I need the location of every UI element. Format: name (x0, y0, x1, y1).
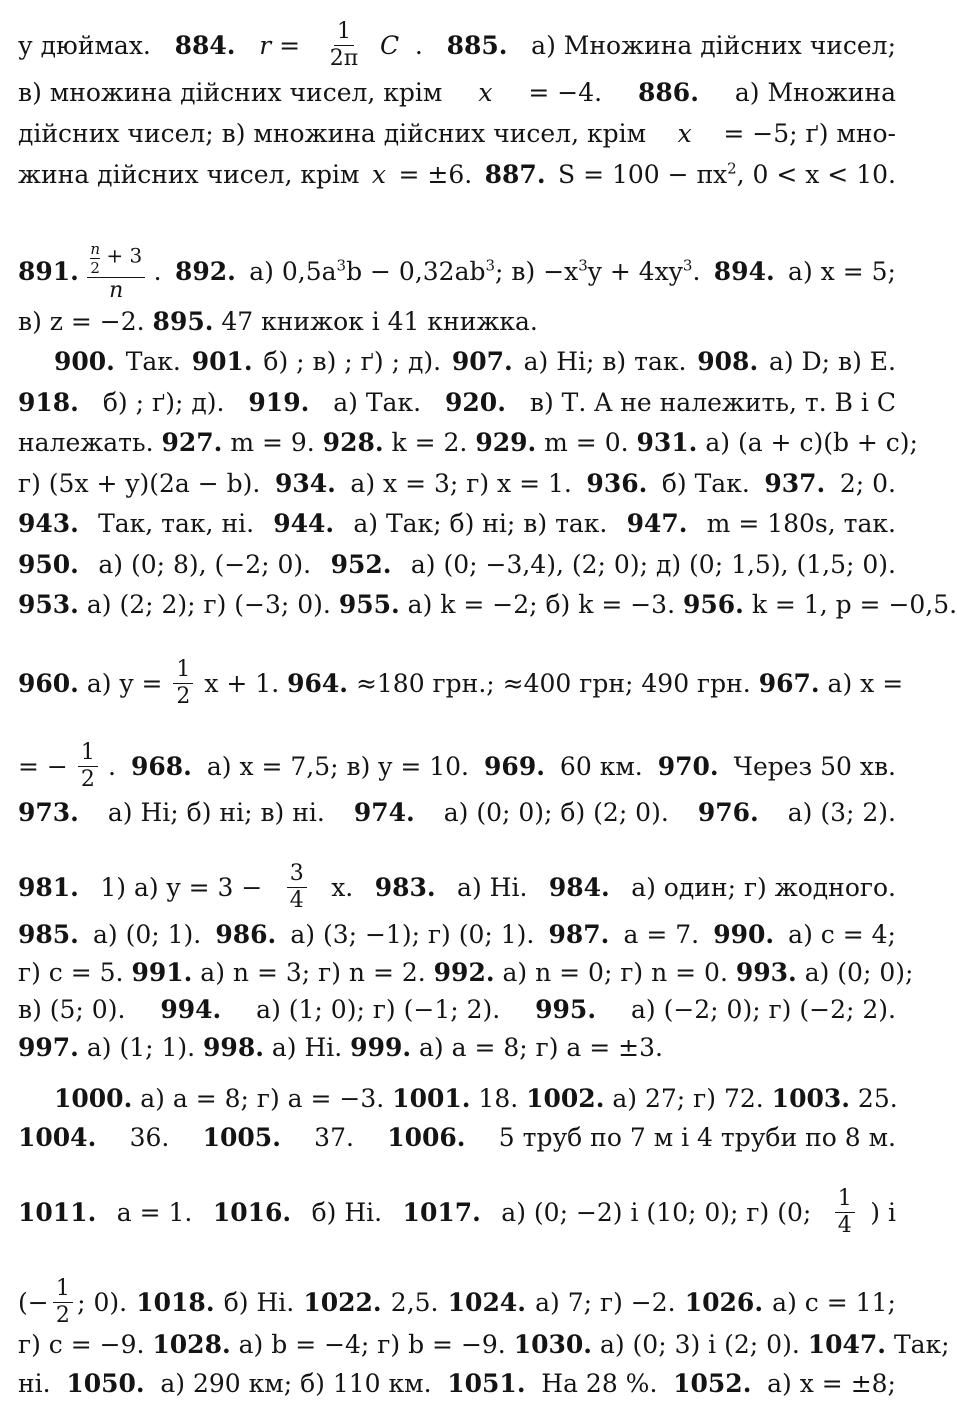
text-segment: в) z = −2. (18, 307, 153, 336)
answer-number: 953. (18, 590, 79, 619)
text-segment: а) Ні. (263, 1033, 351, 1062)
fraction (87, 240, 145, 304)
text-segment: б) Ні. (303, 1197, 391, 1227)
text-segment: а) (2; 2); г) (−3; 0). (78, 590, 339, 619)
text-segment: г) (5x + y)(2a − b). (18, 469, 269, 498)
text-segment: а) (0; 1). (85, 920, 210, 949)
answer-number: 960. (18, 668, 79, 698)
text-segment: а) (1; 1). (78, 1033, 204, 1062)
answer-number: 997. (18, 1033, 79, 1062)
text-line (18, 1276, 896, 1329)
fraction (327, 19, 361, 72)
text-segment: а) (0; 0); б) (2; 0). (435, 798, 677, 827)
text-segment: а) 7; г) −2. (527, 1287, 684, 1317)
answer-number: 1017. (402, 1197, 481, 1227)
answer-number: 937. (764, 469, 826, 498)
answer-number: 936. (586, 469, 648, 498)
text-line (18, 76, 896, 110)
text-segment: k = 1, p = −0,5. (743, 590, 957, 619)
text-segment: а) (0; 8), (−2; 0). (90, 550, 320, 579)
text-line (18, 1186, 896, 1239)
text-segment: 25. (849, 1084, 898, 1113)
text-line (18, 1328, 950, 1362)
text-segment: а) (0; 0); (796, 958, 914, 987)
answer-number: 947. (626, 509, 688, 538)
text-segment: а) Ні; в) так. (515, 347, 695, 376)
text-segment: а) n = 0; г) n = 0. (494, 958, 736, 987)
text-segment: Через 50 хв. (725, 751, 896, 781)
text-segment: а) (0; −3,4), (2; 0); д) (0; 1,5), (1,5; 0). (402, 550, 896, 579)
answer-number: 955. (338, 590, 400, 619)
text-segment: 2; 0. (831, 469, 896, 498)
text-segment: 36. (121, 1123, 178, 1152)
fraction-numerator: $\frac{n}{2}$ + 3 (87, 240, 145, 278)
text-line (18, 918, 896, 952)
answer-number: 969. (484, 751, 545, 781)
text-line (18, 861, 896, 914)
text-line (18, 993, 896, 1027)
answer-number: 956. (682, 590, 744, 619)
text-segment: а) a = 8; г) a = ±3. (411, 1033, 663, 1062)
answer-number: 984. (548, 872, 610, 902)
text-line (18, 1031, 896, 1065)
text-segment: k = 2. (383, 428, 476, 457)
text-segment: в) (5; 0). (18, 995, 134, 1024)
text-line (18, 240, 896, 304)
answer-number: 885. (446, 30, 508, 60)
text-segment: $S = 100 - \pi x^2$, 0 < x < 10. (550, 159, 896, 189)
fraction (53, 1276, 73, 1329)
text-segment: б) ; в) ; ґ) ; д). (255, 347, 449, 376)
answer-number: 927. (161, 428, 223, 457)
text-segment: а) a = 8; г) a = −3. (132, 1084, 393, 1113)
answer-number: 1004. (18, 1123, 97, 1152)
text-segment: а) Так. (325, 388, 429, 417)
text-segment: а) x = (819, 668, 904, 698)
text-segment: . (414, 30, 431, 60)
answer-number: 998. (203, 1033, 264, 1062)
answer-number: 992. (433, 958, 495, 987)
answer-number: 900. (54, 347, 115, 376)
answer-number: 928. (322, 428, 384, 457)
answer-number: 1002. (526, 1084, 605, 1113)
answer-number: 1000. (54, 1084, 133, 1113)
answer-number: 920. (445, 388, 506, 417)
text-segment: а) c = 4; (780, 920, 896, 949)
answer-number: 995. (535, 995, 597, 1024)
fraction-numerator: 1 (53, 1276, 73, 1303)
text-segment: а) x = 5; (780, 257, 896, 286)
text-segment: На 28 %. (533, 1369, 666, 1398)
text-line (18, 507, 896, 541)
text-segment: а) один; г) жодного. (623, 872, 896, 902)
text-line (18, 1367, 896, 1401)
text-segment: г) c = 5. (18, 958, 132, 987)
text-segment: 18. (470, 1084, 527, 1113)
answer-number: 907. (451, 347, 513, 376)
text-segment: а) $0,5a^3b - 0,32ab^3$; $в) -x^3y + 4xy^3$. (241, 256, 709, 286)
text-segment: а) 290 км; б) 110 км. (152, 1369, 440, 1398)
text-segment: а) Ні; б) ні; в) ні. (99, 798, 333, 827)
text-segment: ; 0). (77, 1287, 136, 1317)
answer-number: 973. (18, 798, 79, 827)
text-segment: а) (0; −2) і (10; 0); г) (0; (493, 1197, 820, 1227)
text-segment: x (677, 119, 692, 148)
text-segment: а) D; в) E. (761, 347, 896, 376)
text-segment: x. (323, 872, 362, 902)
text-line (18, 588, 957, 622)
text-segment: ≈180 грн.; ≈400 грн; 490 грн. (348, 668, 759, 698)
text-segment: (− (18, 1287, 49, 1317)
answer-number: 1026. (684, 1287, 764, 1317)
text-segment: x (478, 78, 493, 107)
text-segment: ) і (870, 1197, 896, 1227)
answer-number: 1005. (202, 1123, 281, 1152)
text-segment: . (107, 751, 124, 781)
answer-number: 970. (657, 751, 719, 781)
fraction (173, 657, 193, 710)
text-line (18, 1121, 896, 1155)
text-segment: а) Так; б) ні; в) так. (345, 509, 616, 538)
fraction-numerator: 1 (835, 1186, 855, 1213)
answer-number: 1016. (212, 1197, 292, 1227)
text-line (18, 19, 896, 72)
text-segment: жина дійсних чисел, крім (18, 160, 368, 189)
text-line (18, 1082, 896, 1116)
fraction-numerator: 1 (78, 740, 98, 767)
text-segment: 37. (306, 1123, 362, 1152)
answer-number: 929. (475, 428, 537, 457)
answer-number: 891. (18, 257, 79, 286)
answer-number: 1024. (447, 1287, 526, 1317)
text-segment: а) (−2; 0); г) (−2; 2). (623, 995, 896, 1024)
text-segment: m = 0. (536, 428, 637, 457)
text-segment: а) x = ±8; (759, 1369, 896, 1398)
answer-number: 934. (274, 469, 336, 498)
answer-number: 884. (174, 30, 236, 60)
text-segment: r = (251, 30, 308, 60)
answer-number: 967. (758, 668, 820, 698)
text-segment: ні. (18, 1369, 59, 1398)
text-segment: у дюймах. (18, 30, 159, 60)
answer-number: 1052. (673, 1369, 752, 1398)
text-segment: 5 труб по 7 м і 4 труби по 8 м. (490, 1123, 896, 1152)
text-segment: m = 9. (222, 428, 323, 457)
fraction-denominator: 2π (329, 46, 359, 71)
text-segment: в) множина дійсних чисел, крім (18, 78, 451, 107)
fraction-denominator: n (109, 278, 124, 303)
answer-number: 987. (548, 920, 610, 949)
answer-number: 919. (248, 388, 310, 417)
text-line (18, 956, 914, 990)
answer-number: 999. (350, 1033, 412, 1062)
text-line (18, 386, 896, 420)
text-segment: m = 180s, так. (698, 509, 896, 538)
answer-number: 986. (215, 920, 277, 949)
text-segment: а) Множина (726, 78, 896, 107)
text-segment: = − (18, 751, 68, 781)
text-line (18, 548, 896, 582)
text-segment: = −5; ґ) мно- (715, 119, 896, 148)
answer-number: 952. (330, 550, 392, 579)
fraction-denominator: 2 (176, 684, 191, 709)
answer-number: 892. (174, 257, 236, 286)
text-segment: а) n = 3; г) n = 2. (192, 958, 434, 987)
answer-number: 895. (152, 307, 214, 336)
text-segment: б) Ні. (215, 1287, 303, 1317)
answer-number: 1051. (447, 1369, 526, 1398)
text-segment: = −4. (520, 78, 611, 107)
text-segment: а) x = 7,5; в) y = 10. (198, 751, 477, 781)
answer-number: 981. (18, 872, 79, 902)
text-segment: а) (3; 2). (779, 798, 896, 827)
answer-number: 950. (18, 550, 79, 579)
answer-number: 976. (697, 798, 759, 827)
text-segment: а) (a + c)(b + c); (697, 428, 918, 457)
fraction (835, 1186, 855, 1239)
fraction-denominator: 4 (837, 1213, 852, 1238)
text-line (18, 158, 896, 192)
text-line (18, 305, 896, 339)
answer-number: 1028. (152, 1330, 231, 1359)
text-segment: а) (1; 0); г) (−1; 2). (248, 995, 509, 1024)
text-segment: a = 7. (615, 920, 708, 949)
answer-number: 1001. (392, 1084, 471, 1113)
text-segment: б) ; ґ); д). (94, 388, 233, 417)
answer-number: 1047. (807, 1330, 887, 1359)
answer-number: 964. (287, 668, 348, 698)
answer-number: 887. (484, 160, 546, 189)
answer-number: 994. (160, 995, 222, 1024)
text-segment: а) Множина дійсних чисел; (523, 30, 896, 60)
fraction-numerator: 1 (334, 19, 354, 46)
text-segment: 60 км. (551, 751, 651, 781)
text-line (18, 467, 896, 501)
answer-number: 1018. (136, 1287, 215, 1317)
answer-number: 990. (713, 920, 775, 949)
answer-number: 1003. (771, 1084, 850, 1113)
text-line (18, 657, 904, 710)
answers-page (18, 0, 957, 1404)
answer-number: 908. (697, 347, 759, 376)
answer-number: 991. (131, 958, 193, 987)
text-line (18, 117, 896, 151)
answer-number: 1050. (66, 1369, 145, 1398)
text-segment: C (380, 30, 400, 60)
text-segment: а) c = 11; (764, 1287, 896, 1317)
fraction (78, 740, 98, 793)
answer-number: 993. (735, 958, 797, 987)
text-line (18, 345, 896, 379)
answer-number: 1030. (513, 1330, 592, 1359)
answer-number: 944. (273, 509, 335, 538)
text-segment: а) k = −2; б) k = −3. (399, 590, 683, 619)
answer-number: 931. (636, 428, 698, 457)
text-segment: а) b = −4; г) b = −9. (230, 1330, 514, 1359)
fraction-denominator: 2 (80, 767, 95, 792)
answer-number: 1011. (18, 1197, 97, 1227)
text-segment: в) Т. A не належить, т. B і C (521, 388, 896, 417)
answer-number: 918. (18, 388, 79, 417)
text-segment: = ±6. (390, 160, 481, 189)
answer-number: 886. (638, 78, 699, 107)
text-segment: Так. (117, 347, 189, 376)
text-segment: а) (3; −1); г) (0; 1). (282, 920, 543, 949)
answer-number: 894. (713, 257, 775, 286)
text-segment: Так, так, ні. (90, 509, 262, 538)
text-segment: 1) а) y = 3 − (92, 872, 271, 902)
text-segment: . (153, 257, 170, 286)
text-segment: a = 1. (108, 1197, 201, 1227)
text-segment: x + 1. (196, 668, 288, 698)
text-segment: належать. (18, 428, 162, 457)
answer-number: 974. (353, 798, 415, 827)
text-segment: а) 27; г) 72. (604, 1084, 772, 1113)
text-segment: а) Ні. (449, 872, 536, 902)
fraction (287, 861, 307, 914)
text-segment: Так; (886, 1330, 950, 1359)
answer-number: 968. (130, 751, 192, 781)
answer-number: 985. (18, 920, 79, 949)
fraction-numerator: 1 (173, 657, 193, 684)
text-line (18, 796, 896, 830)
text-segment: x (371, 160, 387, 189)
answer-number: 1006. (387, 1123, 466, 1152)
text-segment: б) Так. (653, 469, 758, 498)
text-segment: а) (0; 3) і (2; 0). (592, 1330, 808, 1359)
fraction-numerator: 3 (287, 861, 307, 888)
answer-number: 983. (374, 872, 436, 902)
fraction-denominator: 4 (289, 888, 304, 913)
text-segment: 47 книжок і 41 книжка. (213, 307, 538, 336)
answer-number: 1022. (303, 1287, 382, 1317)
text-line (18, 740, 896, 793)
fraction-denominator: 2 (55, 1303, 70, 1328)
text-segment: а) y = (78, 668, 171, 698)
text-segment: г) c = −9. (18, 1330, 153, 1359)
answer-number: 943. (18, 509, 79, 538)
text-segment: дійсних чисел; в) множина дійсних чисел, крім (18, 119, 654, 148)
text-line (18, 426, 918, 460)
text-segment: 2,5. (382, 1287, 447, 1317)
answer-number: 901. (191, 347, 253, 376)
text-segment: а) x = 3; г) x = 1. (342, 469, 580, 498)
